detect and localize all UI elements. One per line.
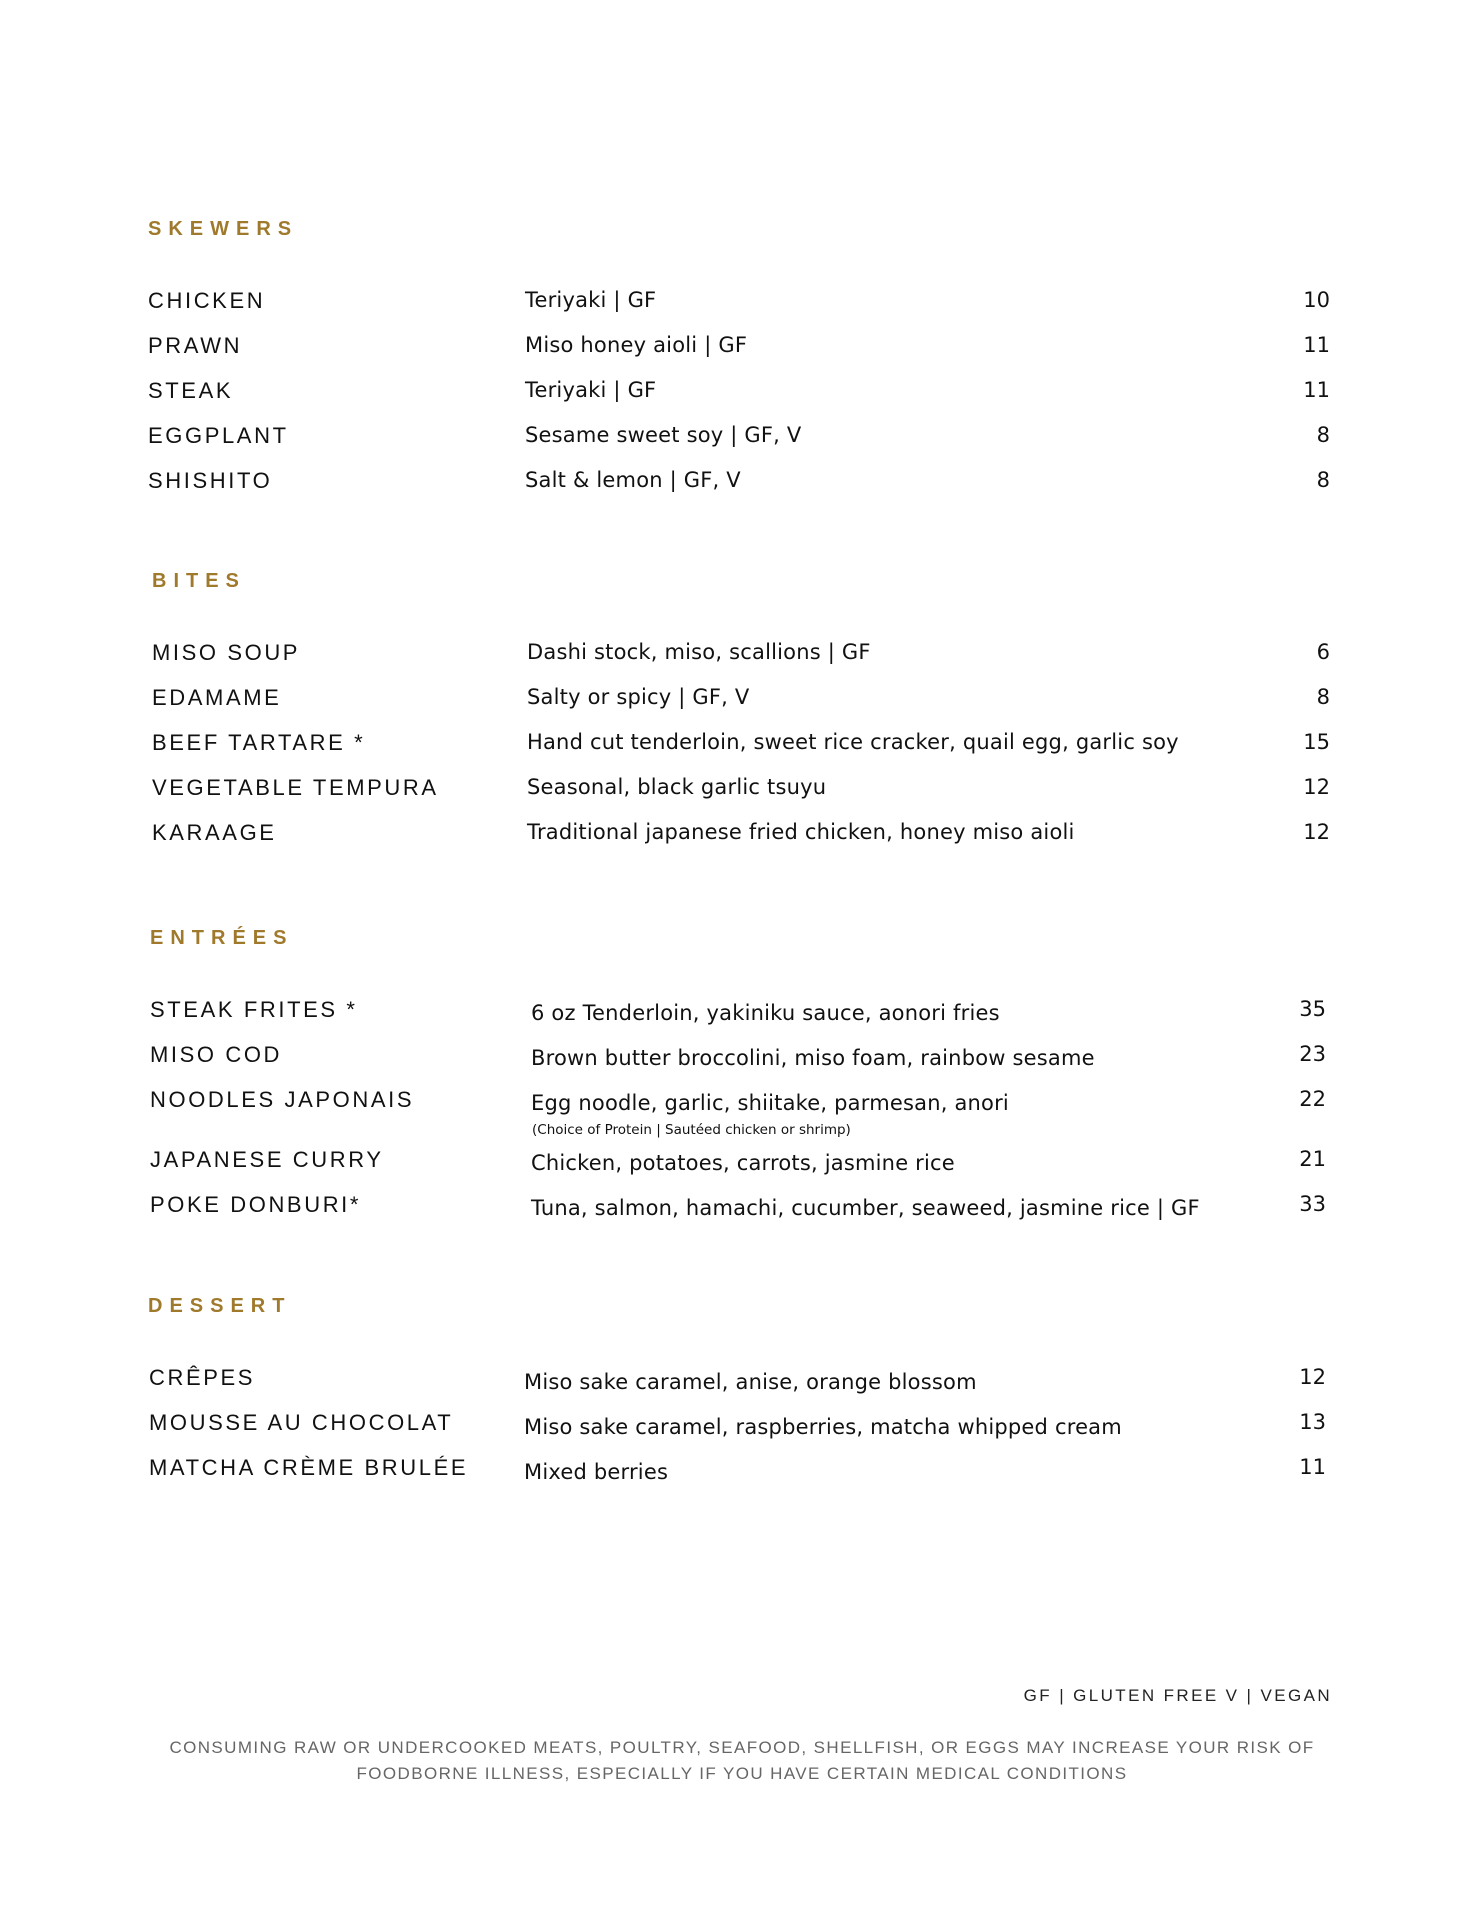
menu-item-row [0, 997, 1484, 1037]
menu-item-name: MOUSSE AU CHOCOLAT [149, 1410, 454, 1435]
menu-item-name: PRAWN [148, 333, 243, 358]
menu-item-name: BEEF TARTARE * [152, 730, 366, 755]
menu-item-name: MISO SOUP [152, 640, 301, 665]
menu-item-row [0, 1087, 1484, 1147]
menu-item-price: 11 [1303, 333, 1330, 357]
menu-item-name: KARAAGE [152, 820, 277, 845]
menu-item-price: 10 [1303, 288, 1330, 312]
menu-item-description: Teriyaki | GF [525, 288, 657, 312]
menu-item-row [0, 1455, 1484, 1495]
menu-item-row [0, 333, 1484, 373]
menu-item-price: 12 [1299, 1365, 1326, 1389]
menu-item-description: Salty or spicy | GF, V [527, 685, 750, 709]
menu-item-description: Egg noodle, garlic, shiitake, parmesan, anori [531, 1091, 1009, 1115]
menu-item-price: 35 [1299, 997, 1326, 1021]
menu-item-price: 12 [1303, 820, 1330, 844]
menu-item-description: Hand cut tenderloin, sweet rice cracker, quail egg, garlic soy [527, 730, 1179, 754]
menu-item-name: JAPANESE CURRY [150, 1147, 384, 1172]
menu-item-name: EDAMAME [152, 685, 282, 710]
menu-item-price: 13 [1299, 1410, 1326, 1434]
menu-item-description: Dashi stock, miso, scallions | GF [527, 640, 871, 664]
menu-item-name: STEAK FRITES * [150, 997, 358, 1022]
menu-item-price: 33 [1299, 1192, 1326, 1216]
menu-item-name: MISO COD [150, 1042, 283, 1067]
menu-item-price: 12 [1303, 775, 1330, 799]
menu-item-description: Traditional japanese fried chicken, honey miso aioli [527, 820, 1075, 844]
menu-item-description: Mixed berries [524, 1460, 669, 1484]
food-safety-disclaimer-line-1: CONSUMING RAW OR UNDERCOOKED MEATS, POULTRY, SEAFOOD, SHELLFISH, OR EGGS MAY INCREASE YOUR RISK OF [169, 1738, 1315, 1757]
menu-item-price: 21 [1299, 1147, 1326, 1171]
menu-item-price: 11 [1299, 1455, 1326, 1479]
menu-item-name: POKE DONBURI* [150, 1192, 362, 1217]
menu-item-description: 6 oz Tenderloin, yakiniku sauce, aonori fries [531, 1001, 1000, 1025]
menu-item-name: VEGETABLE TEMPURA [152, 775, 439, 800]
menu-item-price: 6 [1316, 640, 1330, 664]
menu-item-description: Chicken, potatoes, carrots, jasmine rice [531, 1151, 955, 1175]
menu-item-description: Miso sake caramel, raspberries, matcha whipped cream [524, 1415, 1122, 1439]
section-title-skewers: SKEWERS [148, 218, 299, 240]
menu-item-name: STEAK [148, 378, 234, 403]
menu-item-row [0, 288, 1484, 328]
menu-item-row [0, 468, 1484, 508]
menu-item-row [0, 820, 1484, 860]
menu-item-description: Brown butter broccolini, miso foam, rainbow sesame [531, 1046, 1095, 1070]
menu-item-name: CHICKEN [148, 288, 266, 313]
menu-item-description: Sesame sweet soy | GF, V [525, 423, 802, 447]
dietary-legend: GF | GLUTEN FREE V | VEGAN [1023, 1686, 1332, 1705]
menu-item-description: Tuna, salmon, hamachi, cucumber, seaweed, jasmine rice | GF [531, 1196, 1200, 1220]
menu-item-price: 8 [1316, 468, 1330, 492]
menu-item-row [0, 1365, 1484, 1405]
menu-item-row [0, 685, 1484, 725]
menu-item-price: 15 [1303, 730, 1330, 754]
menu-item-row [0, 730, 1484, 770]
food-safety-disclaimer-line-2: FOODBORNE ILLNESS, ESPECIALLY IF YOU HAVE CERTAIN MEDICAL CONDITIONS [356, 1764, 1128, 1783]
menu-item-row [0, 1147, 1484, 1187]
menu-item-row [0, 423, 1484, 463]
menu-item-price: 8 [1316, 685, 1330, 709]
menu-item-price: 23 [1299, 1042, 1326, 1066]
menu-item-price: 22 [1299, 1087, 1326, 1111]
menu-item-row [0, 640, 1484, 680]
menu-item-description: Salt & lemon | GF, V [525, 468, 741, 492]
menu-item-name: SHISHITO [148, 468, 273, 493]
menu-item-row [0, 1042, 1484, 1082]
menu-item-row [0, 1192, 1484, 1232]
menu-item-description: Miso honey aioli | GF [525, 333, 748, 357]
menu-item-name: EGGPLANT [148, 423, 289, 448]
menu-item-name: CRÊPES [149, 1365, 256, 1390]
menu-item-price: 8 [1316, 423, 1330, 447]
menu-item-note: (Choice of Protein | Sautéed chicken or shrimp) [532, 1122, 851, 1138]
menu-item-price: 11 [1303, 378, 1330, 402]
section-title-dessert: DESSERT [148, 1295, 292, 1317]
menu-item-row [0, 1410, 1484, 1450]
menu-item-name: MATCHA CRÈME BRULÉE [149, 1455, 469, 1480]
menu-item-row [0, 775, 1484, 815]
section-title-entrees: ENTRÉES [150, 927, 294, 949]
menu-item-row [0, 378, 1484, 418]
menu-item-name: NOODLES JAPONAIS [150, 1087, 415, 1112]
section-title-bites: BITES [152, 570, 246, 592]
menu-item-description: Teriyaki | GF [525, 378, 657, 402]
menu-item-description: Seasonal, black garlic tsuyu [527, 775, 827, 799]
menu-item-description: Miso sake caramel, anise, orange blossom [524, 1370, 977, 1394]
